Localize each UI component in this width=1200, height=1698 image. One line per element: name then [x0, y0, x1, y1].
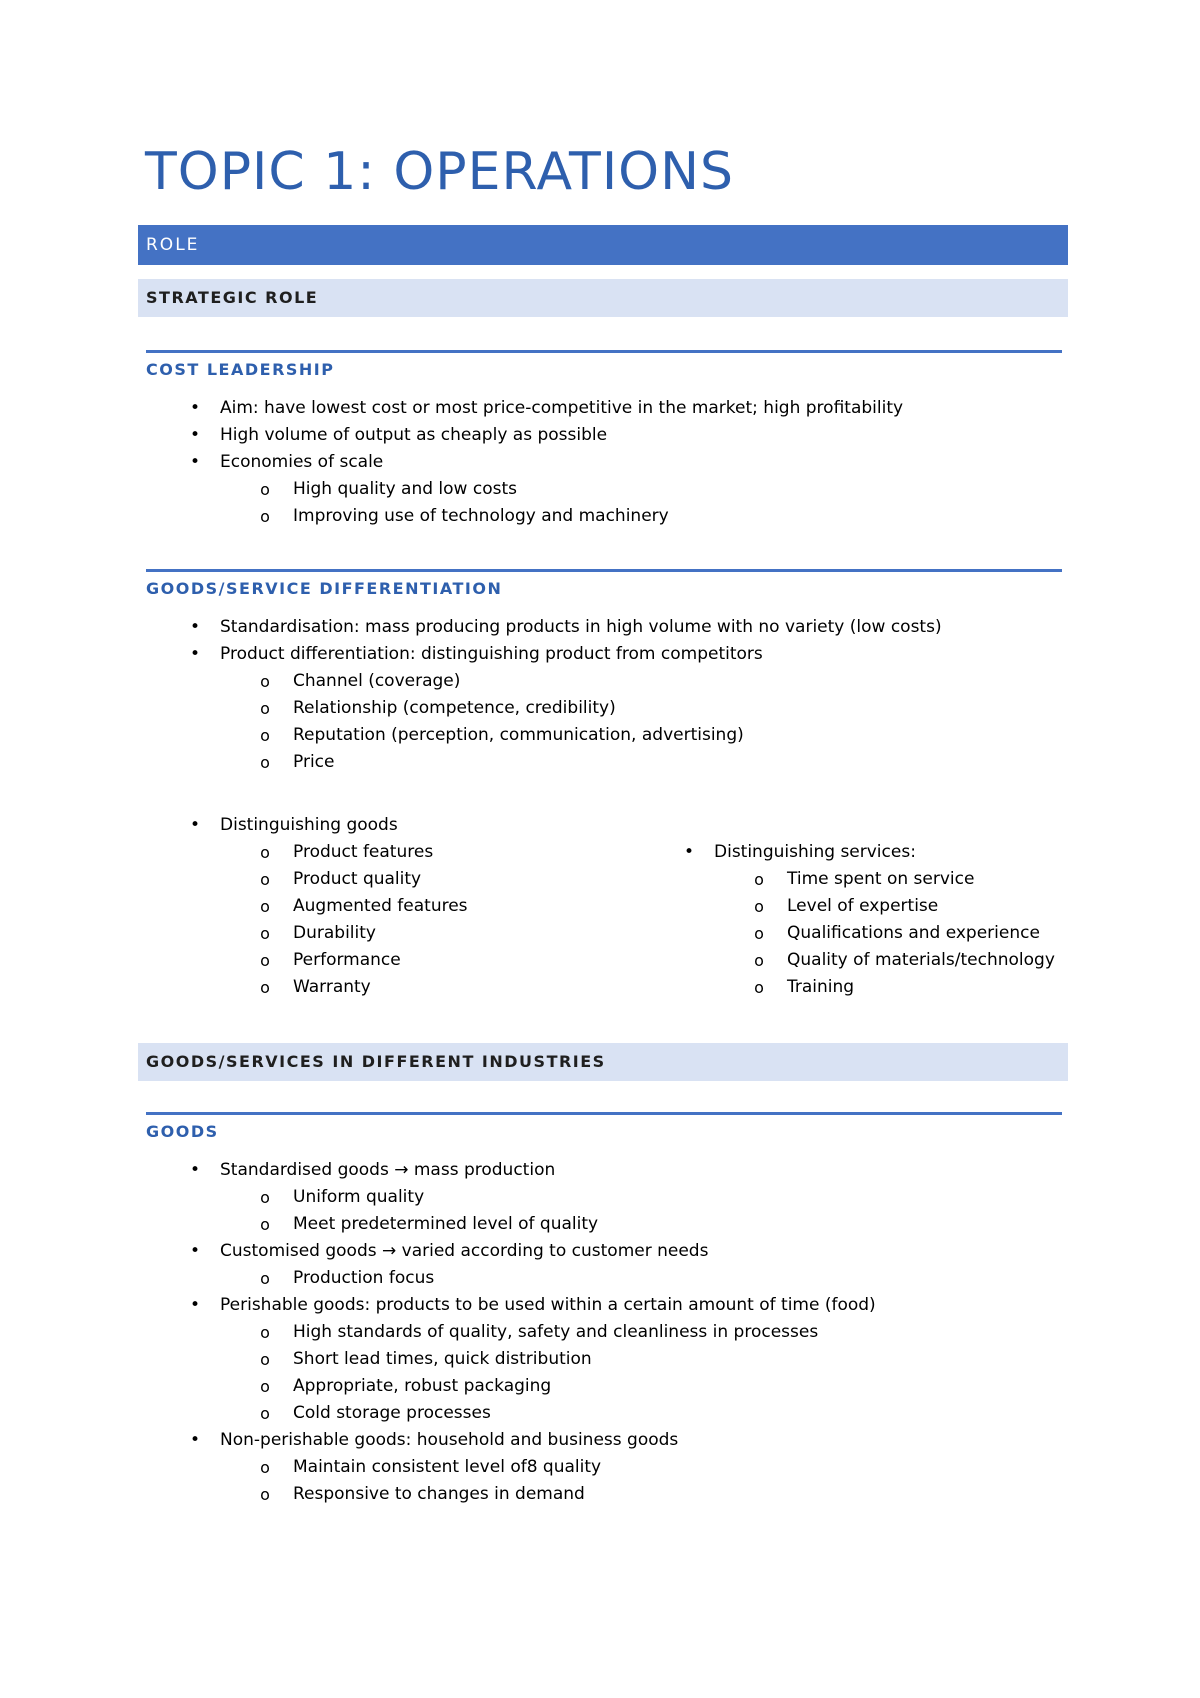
list-item-text: Improving use of technology and machinery	[293, 506, 669, 526]
list-item-text: Price	[293, 752, 335, 772]
list-item	[714, 866, 1055, 893]
list-item	[220, 722, 942, 749]
bullet-icon: •	[189, 1241, 201, 1261]
list-item-text: Perishable goods: products to be used within a certain amount of time (food)	[220, 1295, 876, 1315]
bullet-icon: •	[189, 1160, 201, 1180]
list-item-text: Standardisation: mass producing products in high volume with no variety (low costs)	[220, 617, 942, 637]
list-item	[220, 839, 468, 866]
sub-bullet-icon: o	[260, 1485, 270, 1504]
list-item-text: Augmented features	[293, 896, 468, 916]
list-item-text: High volume of output as cheaply as possible	[220, 425, 608, 445]
sub-bullet-icon: o	[260, 699, 270, 718]
sub-bullet-icon: o	[260, 672, 270, 691]
cost-leadership-list	[189, 395, 904, 530]
list-item	[683, 839, 1055, 866]
list-item	[220, 866, 468, 893]
list-item	[189, 395, 904, 422]
list-item-text: Training	[787, 977, 855, 997]
bullet-icon: •	[189, 1430, 201, 1450]
list-item	[714, 947, 1055, 974]
list-item	[714, 920, 1055, 947]
list-item	[220, 1400, 876, 1427]
heading-strategic-role: STRATEGIC ROLE	[138, 279, 1068, 317]
sub-bullet-icon: o	[260, 726, 270, 745]
list-item-text: Non-perishable goods: household and business goods	[220, 1430, 679, 1450]
list-item	[189, 812, 468, 839]
list-item-text: High quality and low costs	[293, 479, 517, 499]
list-item-text: Standardised goods → mass production	[220, 1160, 556, 1180]
sub-bullet-icon: o	[260, 1458, 270, 1477]
bullet-icon: •	[683, 842, 695, 862]
list-item-text: Channel (coverage)	[293, 671, 461, 691]
list-item	[220, 947, 468, 974]
list-item-text: Aim: have lowest cost or most price-competitive in the market; high profitability	[220, 398, 904, 418]
list-item	[189, 1157, 876, 1184]
heading-goods: GOODS	[146, 1112, 1062, 1143]
sub-bullet-icon: o	[260, 1377, 270, 1396]
list-item	[220, 920, 468, 947]
list-item-text: Production focus	[293, 1268, 435, 1288]
list-item	[220, 668, 942, 695]
list-item	[220, 1265, 876, 1292]
list-item-text: Level of expertise	[787, 896, 939, 916]
list-item	[189, 1427, 876, 1454]
sub-bullet-icon: o	[260, 978, 270, 997]
sub-bullet-icon: o	[260, 1188, 270, 1207]
bullet-icon: •	[189, 617, 201, 637]
list-item	[189, 1292, 876, 1319]
list-item-text: Qualifications and experience	[787, 923, 1040, 943]
list-item-text: Product quality	[293, 869, 422, 889]
sub-bullet-icon: o	[260, 753, 270, 772]
list-item-text: Economies of scale	[220, 452, 384, 472]
list-item	[220, 1373, 876, 1400]
list-item-text: Responsive to changes in demand	[293, 1484, 585, 1504]
list-item	[220, 893, 468, 920]
list-item-text: Product differentiation: distinguishing product from competitors	[220, 644, 763, 664]
list-item	[220, 503, 903, 530]
list-item	[189, 449, 903, 476]
list-item-text: Reputation (perception, communication, advertising)	[293, 725, 744, 745]
list-item	[220, 1319, 876, 1346]
list-item	[220, 1481, 876, 1508]
list-item	[220, 695, 942, 722]
list-item	[714, 893, 1055, 920]
heading-differentiation: GOODS/SERVICE DIFFERENTIATION	[146, 569, 1062, 600]
sub-bullet-icon: o	[260, 507, 270, 526]
heading-cost-leadership: COST LEADERSHIP	[146, 350, 1062, 381]
goods-list	[189, 1157, 876, 1508]
sub-bullet-icon: o	[260, 1350, 270, 1369]
sub-bullet-icon: o	[260, 870, 270, 889]
list-item-text: Appropriate, robust packaging	[293, 1376, 552, 1396]
sub-bullet-icon: o	[260, 924, 270, 943]
list-item	[189, 422, 903, 449]
list-item-text: Distinguishing services:	[714, 842, 916, 862]
bullet-icon: •	[189, 1295, 201, 1315]
list-item-text: Uniform quality	[293, 1187, 425, 1207]
list-item	[220, 1211, 876, 1238]
bullet-icon: •	[189, 815, 201, 835]
sub-bullet-icon: o	[754, 951, 764, 970]
sub-bullet-icon: o	[260, 1404, 270, 1423]
list-item	[189, 1238, 876, 1265]
sub-bullet-icon: o	[754, 897, 764, 916]
sub-bullet-icon: o	[754, 978, 764, 997]
bullet-icon: •	[189, 452, 201, 472]
list-item	[189, 641, 942, 668]
list-item	[220, 1454, 876, 1481]
list-item-text: Customised goods → varied according to customer needs	[220, 1241, 709, 1261]
list-item	[220, 1346, 876, 1373]
list-item	[714, 974, 1055, 1001]
sub-bullet-icon: o	[260, 1323, 270, 1342]
list-item	[220, 1184, 876, 1211]
list-item-text: Performance	[293, 950, 401, 970]
differentiation-list	[189, 614, 942, 776]
list-item-text: Maintain consistent level of8 quality	[293, 1457, 602, 1477]
list-item-text: Time spent on service	[787, 869, 975, 889]
list-item-text: Warranty	[293, 977, 371, 997]
heading-role: ROLE	[138, 225, 1068, 265]
heading-industries: GOODS/SERVICES IN DIFFERENT INDUSTRIES	[138, 1043, 1068, 1081]
list-item-text: Meet predetermined level of quality	[293, 1214, 599, 1234]
sub-bullet-icon: o	[260, 480, 270, 499]
list-item-text: Cold storage processes	[293, 1403, 491, 1423]
distinguishing-services-list	[683, 839, 1055, 1001]
list-item	[220, 476, 903, 503]
sub-bullet-icon: o	[260, 897, 270, 916]
bullet-icon: •	[189, 644, 201, 664]
list-item-text: High standards of quality, safety and cleanliness in processes	[293, 1322, 819, 1342]
sub-bullet-icon: o	[260, 1215, 270, 1234]
list-item-text: Distinguishing goods	[220, 815, 398, 835]
sub-bullet-icon: o	[754, 870, 764, 889]
distinguishing-goods-list	[189, 812, 468, 1001]
list-item-text: Quality of materials/technology	[787, 950, 1055, 970]
list-item-text: Relationship (competence, credibility)	[293, 698, 616, 718]
list-item-text: Durability	[293, 923, 376, 943]
page-title: TOPIC 1: OPERATIONS	[145, 142, 734, 202]
sub-bullet-icon: o	[260, 951, 270, 970]
list-item	[220, 749, 942, 776]
bullet-icon: •	[189, 398, 201, 418]
sub-bullet-icon: o	[260, 843, 270, 862]
sub-bullet-icon: o	[754, 924, 764, 943]
bullet-icon: •	[189, 425, 201, 445]
list-item	[220, 974, 468, 1001]
list-item-text: Short lead times, quick distribution	[293, 1349, 592, 1369]
sub-bullet-icon: o	[260, 1269, 270, 1288]
list-item-text: Product features	[293, 842, 434, 862]
list-item	[189, 614, 942, 641]
